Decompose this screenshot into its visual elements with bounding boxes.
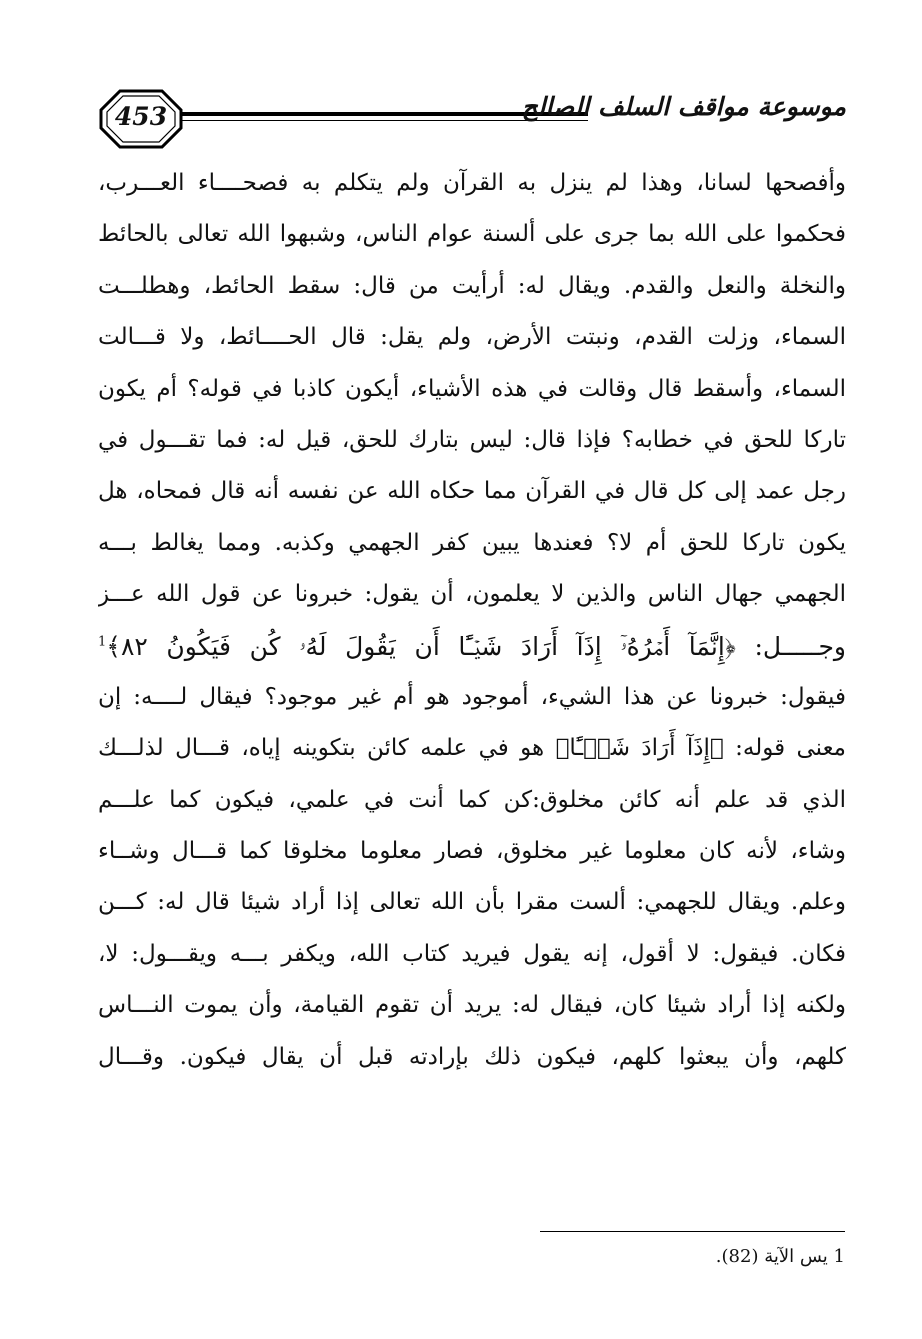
text-line: وأفصحها لسانا، وهذا لم ينزل به القرآن ولم يتكلم به فصحــــاء العـــرب،	[98, 170, 846, 196]
quote-line	[98, 723, 846, 774]
text-line: ولكنه إذا أراد شيئا كان، فيقال له: يريد أن تقوم القيامة، وأن يموت النـــاس	[98, 992, 846, 1019]
text-line: فحكموا على الله بما جرى على ألسنة عوام الناس، وشبهوا الله تعالى بالحائط	[98, 221, 846, 248]
text-line: وشاء، لأنه كان معلوما غير مخلوق، فصار معلوما مخلوقا كما قـــال وشــاء	[98, 838, 846, 865]
text-line: رجل عمد إلى كل قال في القرآن مما حكاه الله عن نفسه أنه قال فمحاه، هل	[98, 478, 846, 505]
quran-quote: ﴿إِذَآ أَرَادَ شَيۡـًٔا﴾	[555, 735, 724, 762]
footnote-text: يس الآية (82).	[715, 1246, 828, 1267]
page-number: 453	[114, 102, 168, 131]
body-text	[98, 158, 846, 1083]
text-line: السماء، وزلت القدم، ونبتت الأرض، ولم يقل: قال الحــــائط، ولا قـــالت	[98, 324, 846, 351]
text-line: الجهمي جهال الناس والذين لا يعلمون، أن يقول: خبرونا عن قول الله عـــز	[98, 581, 846, 608]
book-title: موسوعة مواقف السلف الصالح	[521, 92, 846, 121]
footnote-marker: 1	[98, 634, 107, 650]
verse-prefix: وجـــــل:	[754, 631, 846, 661]
quote-after: هو في علمه كائن بتكوينه إياه، قـــال لذلـــك	[98, 735, 545, 762]
text-line: تاركا للحق في خطابه؟ فإذا قال: ليس بتارك للحق، قيل له: فما تقـــول في	[98, 426, 846, 453]
text-line: الذي قد علم أنه كائن مخلوق:كن كما أنت في علمي، فيكون كما علـــم	[98, 786, 846, 813]
footnote	[716, 1246, 845, 1267]
text-line: وعلم. ويقال للجهمي: ألست مقرا بأن الله تعالى إذا أراد شيئا قال له: كـــن	[98, 889, 846, 916]
verse-line	[98, 621, 846, 672]
text-line: فيقول: خبرونا عن هذا الشيء، أموجود هو أم غير موجود؟ فيقال لــــه: إن	[98, 683, 846, 710]
text-line: والنخلة والنعل والقدم. ويقال له: أرأيت من قال: سقط الحائط، وهطلـــت	[98, 272, 846, 299]
footnote-divider	[540, 1231, 845, 1232]
text-line: السماء، وأسقط قال وقالت في هذه الأشياء، أيكون كاذبا في قوله؟ أم يكون	[98, 375, 846, 402]
footnote-number: 1	[833, 1246, 845, 1267]
text-line: كلهم، وأن يبعثوا كلهم، فيكون ذلك بإرادته قبل أن يقال فيكون. وقـــال	[98, 1043, 846, 1070]
quote-before: معنى قوله:	[735, 735, 846, 762]
quran-verse: ﴿إِنَّمَآ أَمۡرُهُۥٓ إِذَآ أَرَادَ شَيۡـًٔا أَن يَقُولَ لَهُۥ كُن فَيَكُونُ ٨٢﴾	[106, 631, 736, 661]
page-header	[98, 88, 846, 152]
page-number-badge	[98, 88, 184, 150]
text-line: فكان. فيقول: لا أقول، إنه يقول فيريد كتاب الله، ويكفر بـــه ويقـــول: لا،	[98, 940, 846, 967]
text-line: يكون تاركا للحق أم لا؟ فعندها يبين كفر الجهمي وكذبه. ومما يغالط بـــه	[98, 529, 846, 556]
